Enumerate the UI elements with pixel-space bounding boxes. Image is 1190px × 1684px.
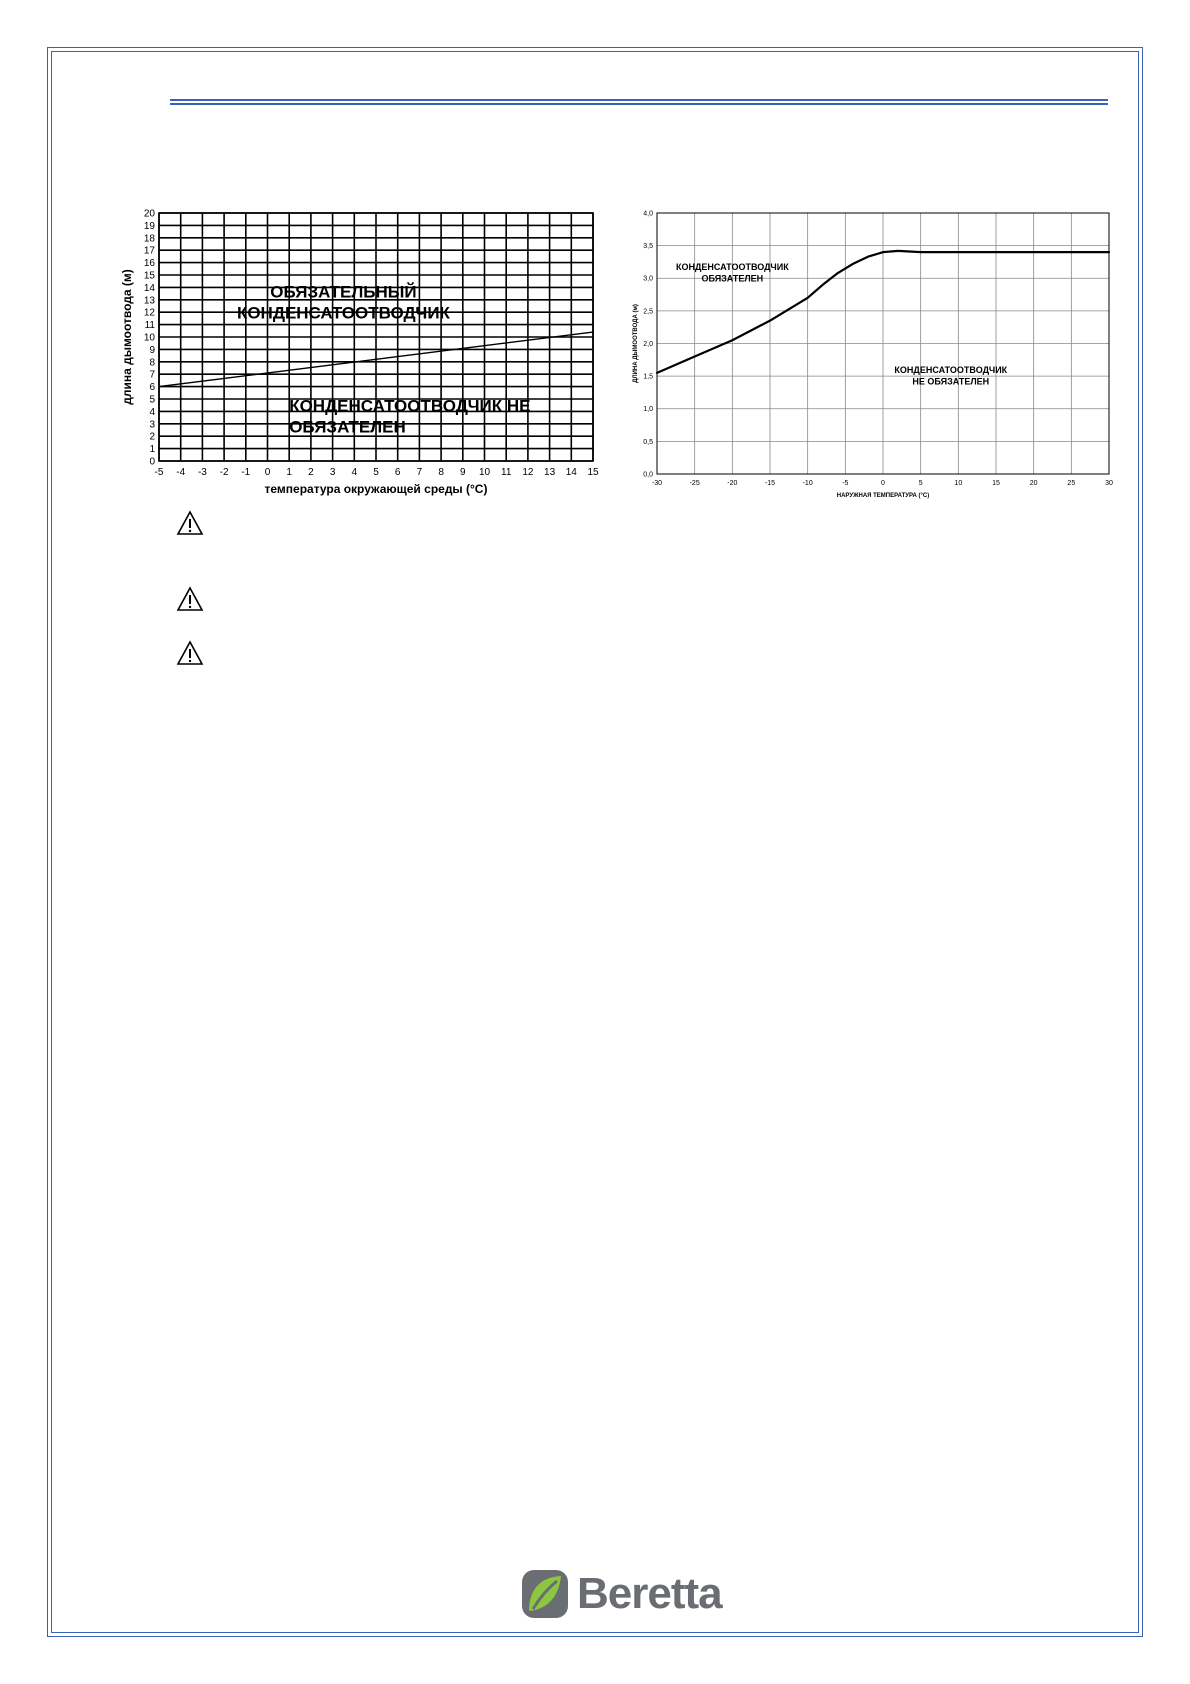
y-tick-label: 0,0 bbox=[643, 471, 653, 479]
y-tick-label: 0,5 bbox=[643, 438, 653, 446]
y-tick-label: 3,0 bbox=[643, 275, 653, 283]
y-tick-label: 11 bbox=[144, 320, 155, 332]
y-tick-label: 9 bbox=[149, 344, 155, 356]
x-tick-label: -20 bbox=[727, 480, 738, 487]
y-tick-label: 18 bbox=[143, 233, 155, 245]
x-tick-label: 11 bbox=[501, 467, 512, 478]
y-tick-label: 4,0 bbox=[643, 210, 653, 218]
x-tick-label: 30 bbox=[1105, 480, 1113, 487]
x-tick-label: -25 bbox=[689, 480, 700, 487]
x-tick-label: 15 bbox=[587, 467, 599, 478]
y-axis-label: длина дымоотвода (м) bbox=[120, 269, 134, 405]
x-tick-label: 4 bbox=[351, 467, 358, 478]
x-tick-label: 8 bbox=[438, 467, 444, 478]
x-tick-label: -5 bbox=[842, 480, 849, 487]
x-tick-label: 14 bbox=[565, 467, 577, 478]
x-tick-label: 6 bbox=[394, 467, 401, 478]
warning-triangle-icon bbox=[176, 586, 204, 612]
y-tick-label: 1,0 bbox=[643, 406, 653, 414]
x-tick-label: 15 bbox=[992, 480, 1000, 487]
y-tick-label: 5 bbox=[149, 394, 155, 406]
x-tick-label: 5 bbox=[373, 467, 379, 478]
region-annotation: ОБЯЗАТЕЛЕН bbox=[701, 273, 764, 284]
region-annotation: НЕ ОБЯЗАТЕЛЕН bbox=[912, 376, 990, 387]
y-tick-label: 2,5 bbox=[643, 308, 653, 316]
x-tick-label: 0 bbox=[881, 480, 885, 487]
region-annotation: КОНДЕНСАТООТВОДЧИК НЕ bbox=[289, 396, 531, 416]
x-axis-label: температура окружающей среды (°C) bbox=[264, 482, 488, 496]
x-tick-label: -4 bbox=[176, 467, 186, 478]
region-annotation: ОБЯЗАТЕЛЬНЫЙ bbox=[270, 282, 417, 302]
x-tick-label: 20 bbox=[1029, 480, 1038, 487]
x-tick-label: 5 bbox=[918, 480, 923, 487]
brand-name: Beretta bbox=[577, 1569, 722, 1618]
x-tick-label: -30 bbox=[651, 480, 663, 487]
warning-triangle-icon bbox=[176, 640, 204, 666]
x-tick-label: 3 bbox=[329, 467, 336, 478]
x-tick-label: 12 bbox=[522, 467, 534, 478]
x-tick-label: -10 bbox=[802, 480, 813, 487]
y-tick-label: 0 bbox=[149, 456, 155, 468]
y-tick-label: 16 bbox=[143, 258, 155, 270]
y-tick-label: 19 bbox=[143, 220, 155, 232]
header-rule-bottom bbox=[170, 103, 1108, 105]
region-annotation: КОНДЕНСАТООТВОДЧИК bbox=[236, 303, 450, 323]
region-annotation: ОБЯЗАТЕЛЕН bbox=[289, 417, 406, 437]
y-tick-label: 17 bbox=[143, 245, 155, 257]
x-tick-label: -3 bbox=[197, 467, 207, 478]
y-tick-label: 1 bbox=[149, 444, 155, 456]
x-tick-label: 10 bbox=[954, 480, 963, 487]
y-tick-label: 1,5 bbox=[643, 373, 653, 381]
y-axis-label: ДЛИНА ДЫМООТВОДА (м) bbox=[633, 304, 639, 383]
y-tick-label: 3,5 bbox=[643, 243, 653, 251]
x-tick-label: -15 bbox=[764, 480, 776, 487]
y-tick-label: 7 bbox=[149, 369, 155, 381]
y-tick-label: 2,0 bbox=[643, 340, 653, 348]
y-tick-label: 14 bbox=[143, 282, 155, 294]
chart-condensate-trap-left bbox=[118, 200, 608, 510]
warning-triangle-icon bbox=[176, 510, 204, 536]
region-annotation: КОНДЕНСАТООТВОДЧИК bbox=[675, 261, 789, 272]
y-tick-label: 15 bbox=[143, 270, 155, 282]
x-axis-label: НАРУЖНАЯ ТЕМПЕРАТУРА (°C) bbox=[836, 493, 930, 499]
x-tick-label: 0 bbox=[264, 467, 271, 478]
x-tick-label: -5 bbox=[154, 467, 164, 478]
beretta-leaf-icon bbox=[521, 1569, 569, 1619]
x-tick-label: 1 bbox=[286, 467, 292, 478]
x-tick-label: 10 bbox=[478, 467, 491, 478]
beretta-logo bbox=[521, 1569, 721, 1621]
region-annotation: КОНДЕНСАТООТВОДЧИК bbox=[894, 364, 1008, 375]
y-tick-label: 4 bbox=[149, 406, 155, 418]
y-tick-label: 6 bbox=[149, 382, 155, 394]
y-tick-label: 10 bbox=[143, 332, 155, 344]
x-tick-label: 25 bbox=[1067, 480, 1076, 487]
x-tick-label: 9 bbox=[460, 467, 466, 478]
header-rule-top bbox=[170, 99, 1108, 101]
x-tick-label: -2 bbox=[219, 467, 229, 478]
y-tick-label: 3 bbox=[149, 419, 155, 431]
x-tick-label: 7 bbox=[416, 467, 423, 478]
x-tick-label: 13 bbox=[544, 467, 556, 478]
x-tick-label: 2 bbox=[308, 467, 314, 478]
y-tick-label: 2 bbox=[149, 431, 155, 443]
y-tick-label: 20 bbox=[143, 208, 155, 220]
chart-condensate-trap-right bbox=[628, 203, 1118, 513]
y-tick-label: 12 bbox=[143, 307, 155, 319]
x-tick-label: -1 bbox=[241, 467, 251, 478]
y-tick-label: 13 bbox=[143, 295, 155, 307]
y-tick-label: 8 bbox=[149, 357, 155, 369]
